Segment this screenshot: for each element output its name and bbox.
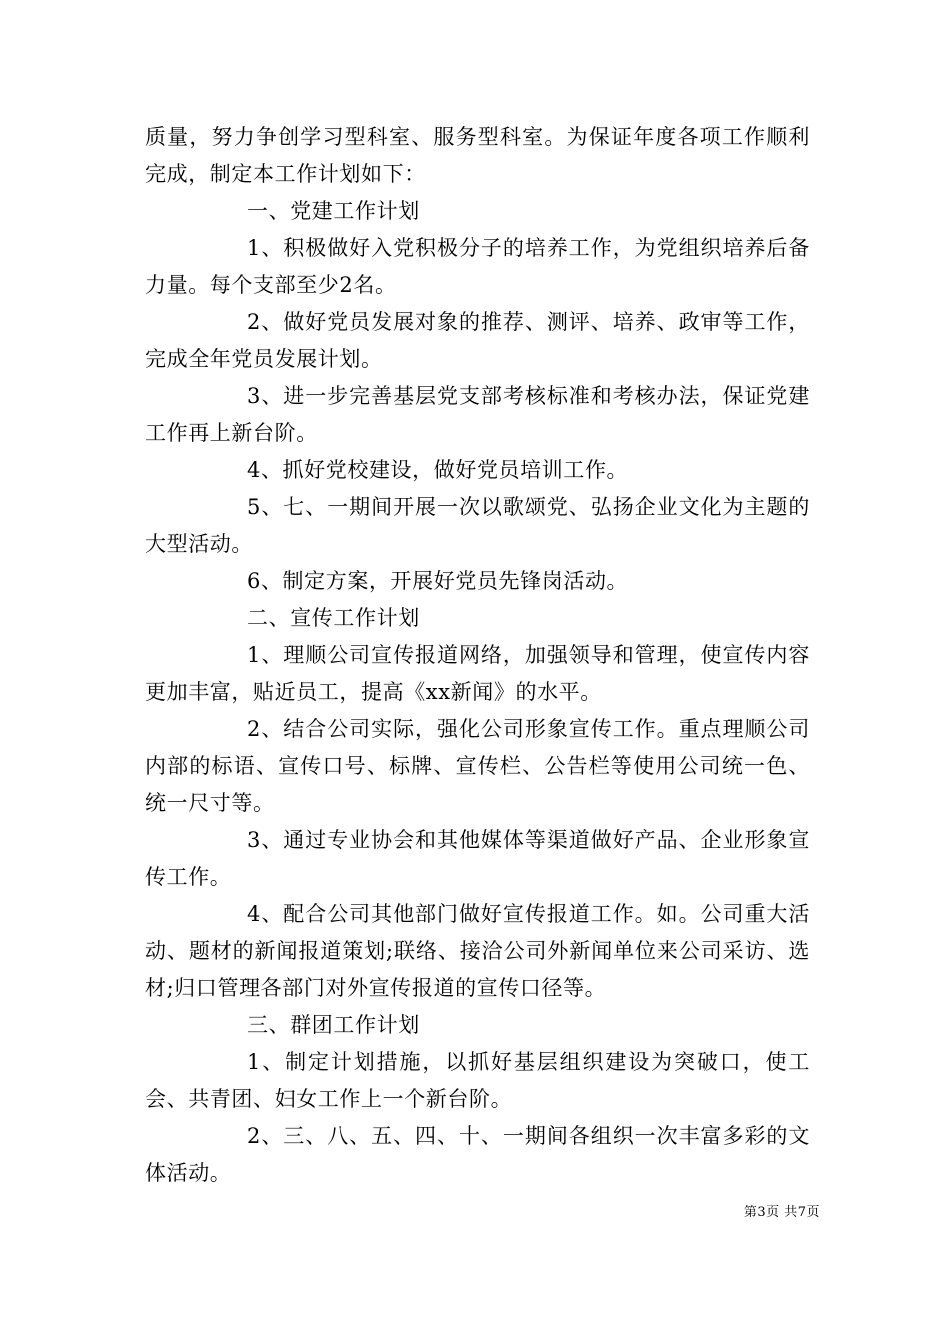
section-heading-party-building: 一、党建工作计划 bbox=[247, 199, 420, 223]
list-item: 3、通过专业协会和其他媒体等渠道做好产品、企业形象宣传工作。 bbox=[145, 828, 810, 889]
list-item: 1、理顺公司宣传报道网络，加强领导和管理，使宣传内容更加丰富，贴近员工，提高《xx新闻》的水平。 bbox=[145, 643, 810, 704]
list-item: 1、积极做好入党积极分子的培养工作，为党组织培养后备力量。每个支部至少2名。 bbox=[145, 236, 810, 297]
list-item: 4、配合公司其他部门做好宣传报道工作。如。公司重大活动、题材的新闻报道策划;联络、接洽公司外新闻单位来公司采访、选材;归口管理各部门对外宣传报道的宣传口径等。 bbox=[145, 902, 810, 1000]
list-item: 4、抓好党校建设，做好党员培训工作。 bbox=[247, 458, 629, 482]
list-item: 3、进一步完善基层党支部考核标准和考核办法，保证党建工作再上新台阶。 bbox=[145, 384, 810, 445]
list-item: 1、制定计划措施，以抓好基层组织建设为突破口，使工会、共青团、妇女工作上一个新台阶。 bbox=[145, 1050, 810, 1111]
page-number: 第3页 共7页 bbox=[743, 1205, 820, 1220]
list-item: 6、制定方案，开展好党员先锋岗活动。 bbox=[247, 569, 629, 593]
list-item: 2、做好党员发展对象的推荐、测评、培养、政审等工作，完成全年党员发展计划。 bbox=[145, 310, 810, 371]
list-item: 2、结合公司实际，强化公司形象宣传工作。重点理顺公司内部的标语、宣传口号、标牌、宣传栏、公告栏等使用公司统一色、统一尺寸等。 bbox=[145, 717, 810, 815]
paragraph-continuation: 质量，努力争创学习型科室、服务型科室。为保证年度各项工作顺利完成，制定本工作计划如下： bbox=[145, 125, 810, 186]
section-heading-publicity: 二、宣传工作计划 bbox=[247, 606, 420, 630]
list-item: 5、七、一期间开展一次以歌颂党、弘扬企业文化为主题的大型活动。 bbox=[145, 495, 810, 556]
document-body bbox=[145, 119, 810, 1192]
section-heading-mass-organizations: 三、群团工作计划 bbox=[247, 1013, 420, 1037]
list-item: 2、三、八、五、四、十、一期间各组织一次丰富多彩的文体活动。 bbox=[145, 1124, 810, 1185]
